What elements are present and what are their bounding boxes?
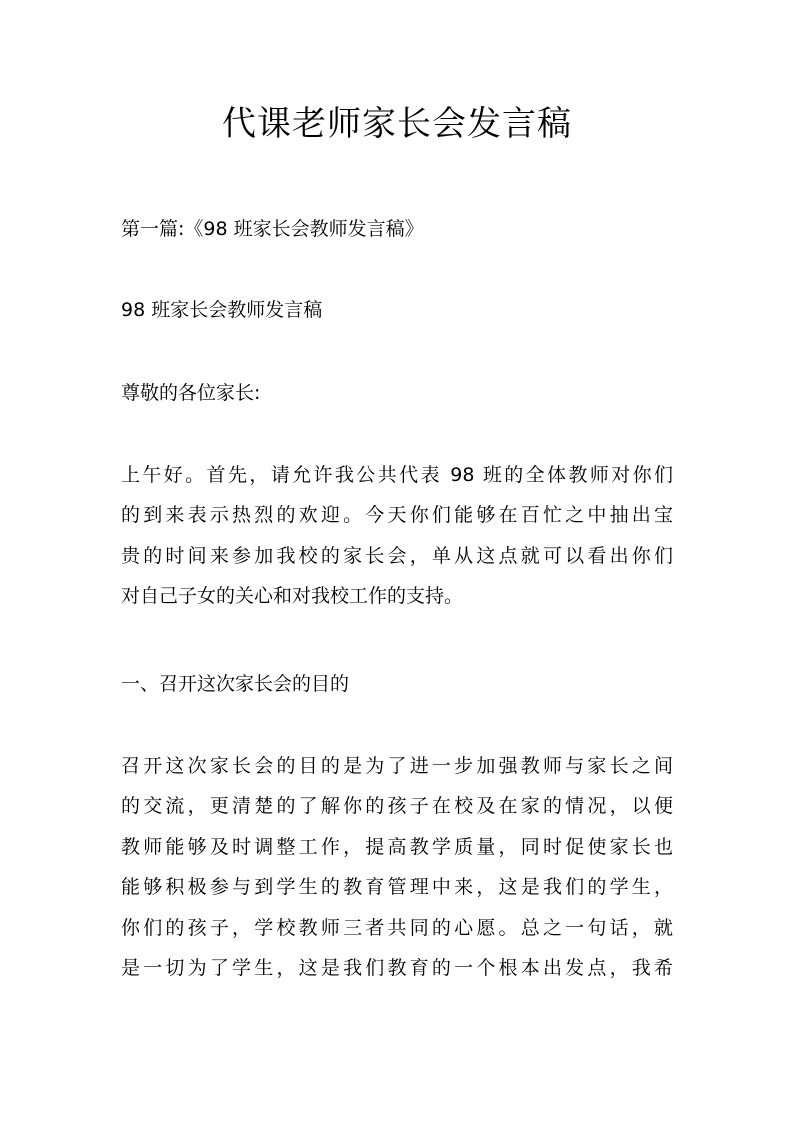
paragraph-line: 的到来表示热烈的欢迎。今天你们能够在百忙之中抽出宝 — [121, 504, 673, 527]
paragraph-line: 是一切为了学生，这是我们教育的一个根本出发点，我希 — [121, 956, 673, 979]
paragraph-line: 能够积极参与到学生的教育管理中来，这是我们的学生， — [121, 876, 673, 899]
paragraph-line: 上午好。首先，请允许我公共代表 98 班的全体教师对你们 — [121, 464, 673, 486]
paragraph-line: 召开这次家长会的目的是为了进一步加强教师与家长之间 — [121, 755, 673, 777]
paragraph-line: 贵的时间来参加我校的家长会，单从这点就可以看出你们 — [121, 544, 673, 567]
greeting: 尊敬的各位家长: — [121, 382, 261, 404]
paragraph-purpose — [121, 746, 673, 988]
document-title: 代课老师家长会发言稿 — [222, 104, 572, 144]
paragraph-welcome — [121, 455, 673, 617]
paragraph-line: 你们的孩子，学校教师三者共同的心愿。总之一句话，就 — [121, 916, 673, 939]
paragraph-line: 对自己子女的关心和对我校工作的支持。 — [121, 585, 464, 608]
part-heading: 第一篇:《98 班家长会教师发言稿》 — [121, 218, 424, 240]
speech-title: 98 班家长会教师发言稿 — [121, 299, 323, 321]
section-heading-purpose: 一、召开这次家长会的目的 — [121, 673, 350, 695]
paragraph-line: 的交流，更清楚的了解你的孩子在校及在家的情况，以便 — [121, 795, 673, 818]
paragraph-line: 教师能够及时调整工作，提高教学质量，同时促使家长也 — [121, 835, 673, 858]
